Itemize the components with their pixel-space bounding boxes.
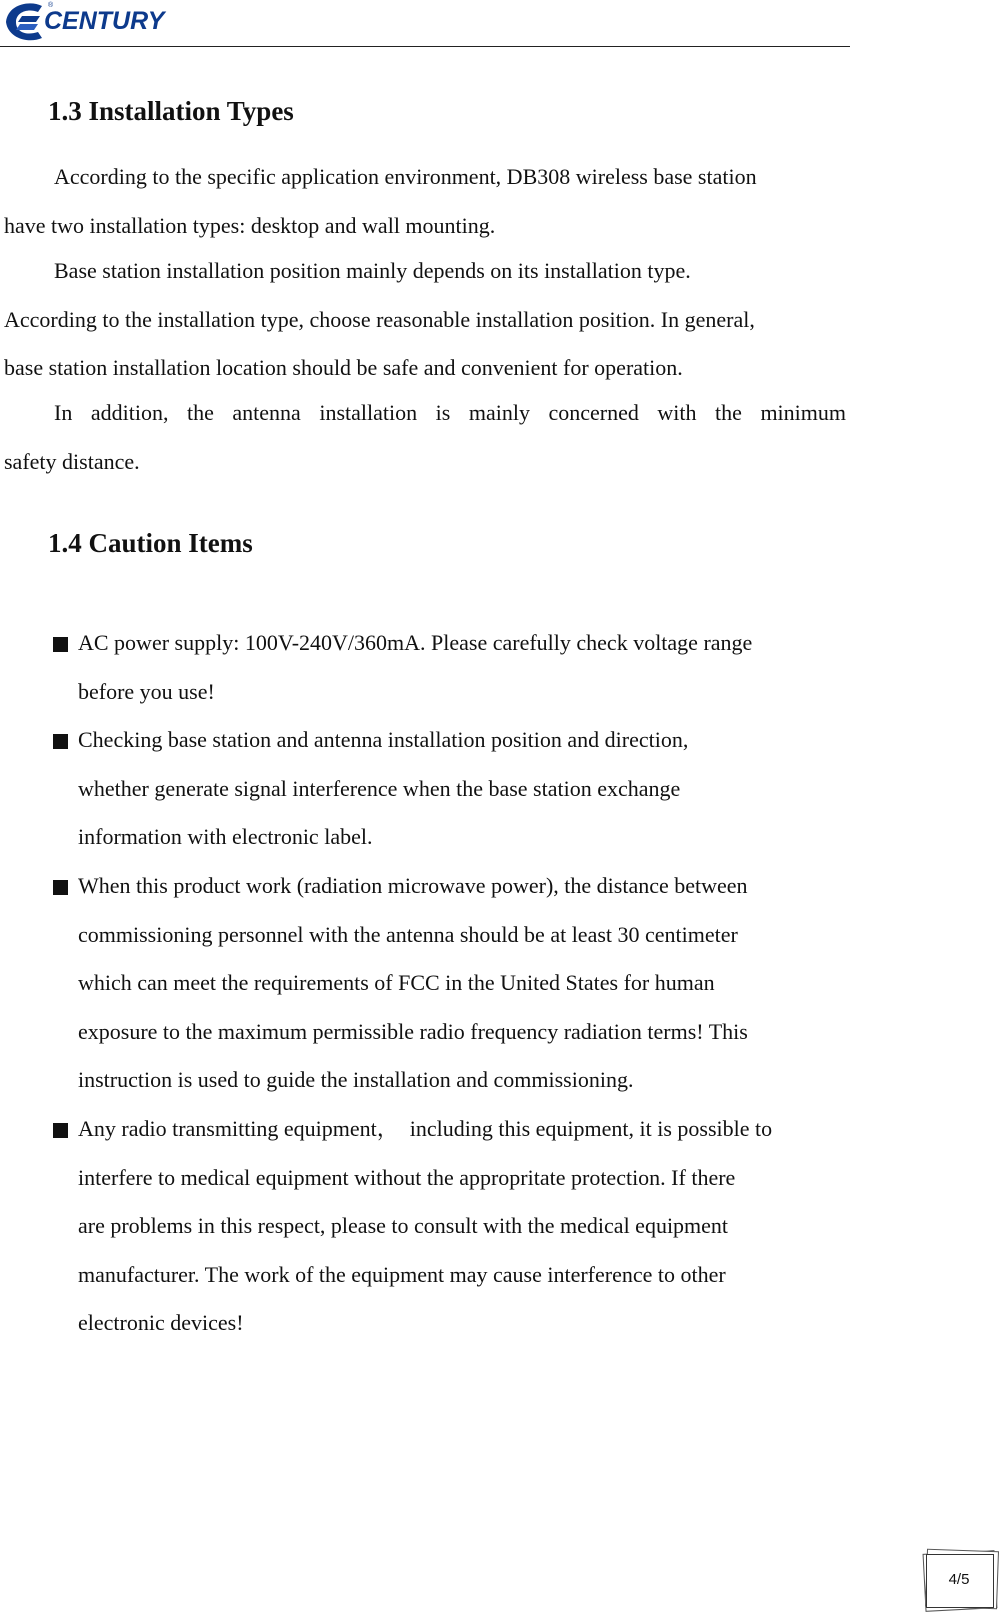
paragraph-antenna-distance	[4, 389, 846, 486]
century-logo	[4, 2, 174, 42]
caution-line: AC power supply: 100V-240V/360mA. Please carefully check voltage range	[78, 630, 753, 655]
caution-item-radiation-distance	[52, 862, 872, 1105]
caution-line: manufacturer. The work of the equipment may cause interference to other	[78, 1261, 726, 1287]
bullet-square-icon	[53, 1123, 68, 1138]
century-logo-mark-icon	[4, 2, 46, 42]
caution-line: instruction is used to guide the installation and commissioning.	[78, 1067, 634, 1093]
bullet-square-icon	[53, 734, 68, 749]
caution-line: Checking base station and antenna installation position and direction,	[78, 727, 689, 753]
caution-line: which can meet the requirements of FCC in the United States for human	[78, 970, 715, 996]
caution-line: whether generate signal interference when the base station exchange	[78, 775, 681, 801]
paragraph-line: According to the installation type, choose reasonable installation position. In general,	[4, 306, 755, 332]
paragraph-installation-position	[4, 247, 870, 393]
paragraph-line: safety distance.	[4, 448, 140, 474]
caution-line: When this product work (radiation microwave power), the distance between	[78, 872, 748, 898]
bullet-square-icon	[53, 880, 68, 895]
logo-trademark: ®	[48, 2, 54, 9]
header-divider	[0, 46, 850, 47]
paragraph-line: According to the specific application environment, DB308 wireless base station	[54, 164, 757, 189]
page-header	[0, 0, 850, 48]
paragraph-line: Base station installation position mainly depends on its installation type.	[54, 258, 691, 283]
paragraph-installation-intro	[4, 153, 870, 250]
caution-line: are problems in this respect, please to consult with the medical equipment	[78, 1213, 729, 1239]
caution-item-signal-interference	[52, 716, 872, 862]
page-number: 4/5	[948, 1571, 970, 1588]
caution-line: information with electronic label.	[78, 824, 373, 850]
caution-line: before you use!	[78, 678, 215, 704]
paragraph-line: In addition, the antenna installation is mainly concerned with the minimum	[54, 400, 846, 425]
caution-line: commissioning personnel with the antenna should be at least 30 centimeter	[78, 921, 738, 947]
section-heading-caution-items: 1.4 Caution Items	[48, 528, 253, 558]
bullet-square-icon	[53, 637, 68, 652]
caution-item-medical-interference	[52, 1105, 872, 1348]
caution-list	[52, 619, 872, 1348]
page-number-box	[922, 1548, 998, 1612]
caution-line: interfere to medical equipment without the appropritate protection. If there	[78, 1164, 736, 1190]
logo-text: CENTURY	[44, 7, 165, 35]
caution-line: exposure to the maximum permissible radio frequency radiation terms! This	[78, 1018, 748, 1044]
paragraph-line: have two installation types: desktop and wall mounting.	[4, 212, 496, 238]
section-heading-installation-types: 1.3 Installation Types	[48, 96, 294, 126]
caution-line: electronic devices!	[78, 1310, 244, 1336]
caution-line: Any radio transmitting equipment， including this equipment, it is possible to	[78, 1115, 773, 1141]
paragraph-line: base station installation location should be safe and convenient for operation.	[4, 355, 683, 381]
caution-item-power-supply	[52, 619, 872, 716]
